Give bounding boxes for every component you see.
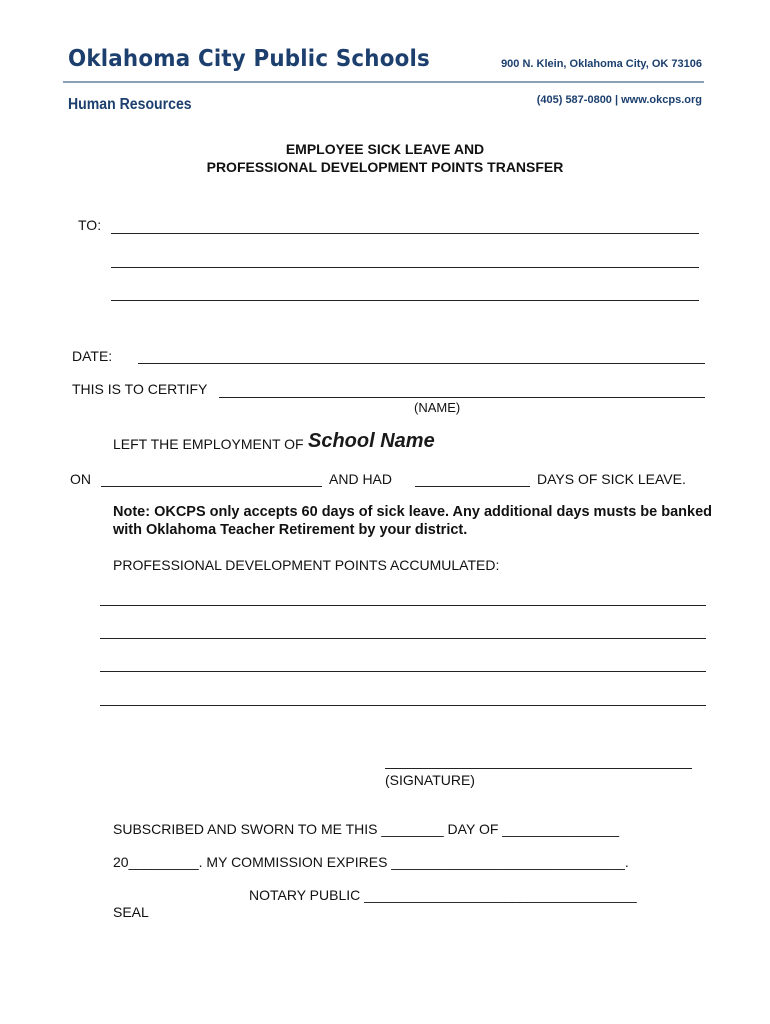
name-caption: (NAME) [414, 400, 461, 415]
commission-line: 20_________. MY COMMISSION EXPIRES ______________________________. [113, 854, 629, 870]
days-sick-leave-label: DAYS OF SICK LEAVE. [537, 471, 686, 487]
phone-web-text: (405) 587-0800 | www.okcps.org [536, 94, 702, 106]
seal-label: SEAL [113, 904, 149, 920]
header-divider [63, 81, 704, 83]
address-text: 900 N. Klein, Oklahoma City, OK 73106 [501, 58, 702, 70]
form-title-line1: EMPLOYEE SICK LEAVE AND [285, 141, 485, 157]
pd-points-line-1[interactable] [100, 605, 706, 606]
note-text: Note: OKCPS only accepts 60 days of sick leave. Any additional days musts be banked with Oklahoma Teacher Retirement by your district. [113, 504, 712, 538]
on-date-field-line[interactable] [101, 486, 322, 487]
date-field-line[interactable] [138, 363, 705, 364]
to-field-line-2[interactable] [111, 267, 699, 268]
okcps-logo: Oklahoma City Public Schools [68, 46, 430, 72]
date-label: DATE: [72, 348, 113, 364]
notary-public-line: NOTARY PUBLIC ___________________________________ [249, 887, 637, 903]
sick-days-field-line[interactable] [415, 486, 530, 487]
and-had-label: AND HAD [329, 471, 393, 487]
form-title-line2: PROFESSIONAL DEVELOPMENT POINTS TRANSFER [206, 159, 564, 175]
to-field-line-3[interactable] [111, 300, 699, 301]
sworn-line: SUBSCRIBED AND SWORN TO ME THIS ________ DAY OF _______________ [113, 821, 620, 837]
pd-points-line-4[interactable] [100, 705, 706, 706]
signature-field-line[interactable] [385, 768, 692, 769]
signature-caption: (SIGNATURE) [385, 772, 475, 788]
to-label: TO: [78, 217, 102, 233]
pd-points-line-3[interactable] [100, 671, 706, 672]
school-name-field[interactable]: School Name [308, 430, 435, 452]
name-field-line[interactable] [219, 397, 705, 398]
to-field-line-1[interactable] [111, 233, 699, 234]
certify-label: THIS IS TO CERTIFY [72, 381, 208, 397]
pd-points-line-2[interactable] [100, 638, 706, 639]
pd-points-label: PROFESSIONAL DEVELOPMENT POINTS ACCUMULATED: [113, 557, 500, 573]
department-title: Human Resources [68, 96, 192, 113]
on-label: ON [70, 471, 91, 487]
left-employment-label: LEFT THE EMPLOYMENT OF [113, 436, 304, 452]
